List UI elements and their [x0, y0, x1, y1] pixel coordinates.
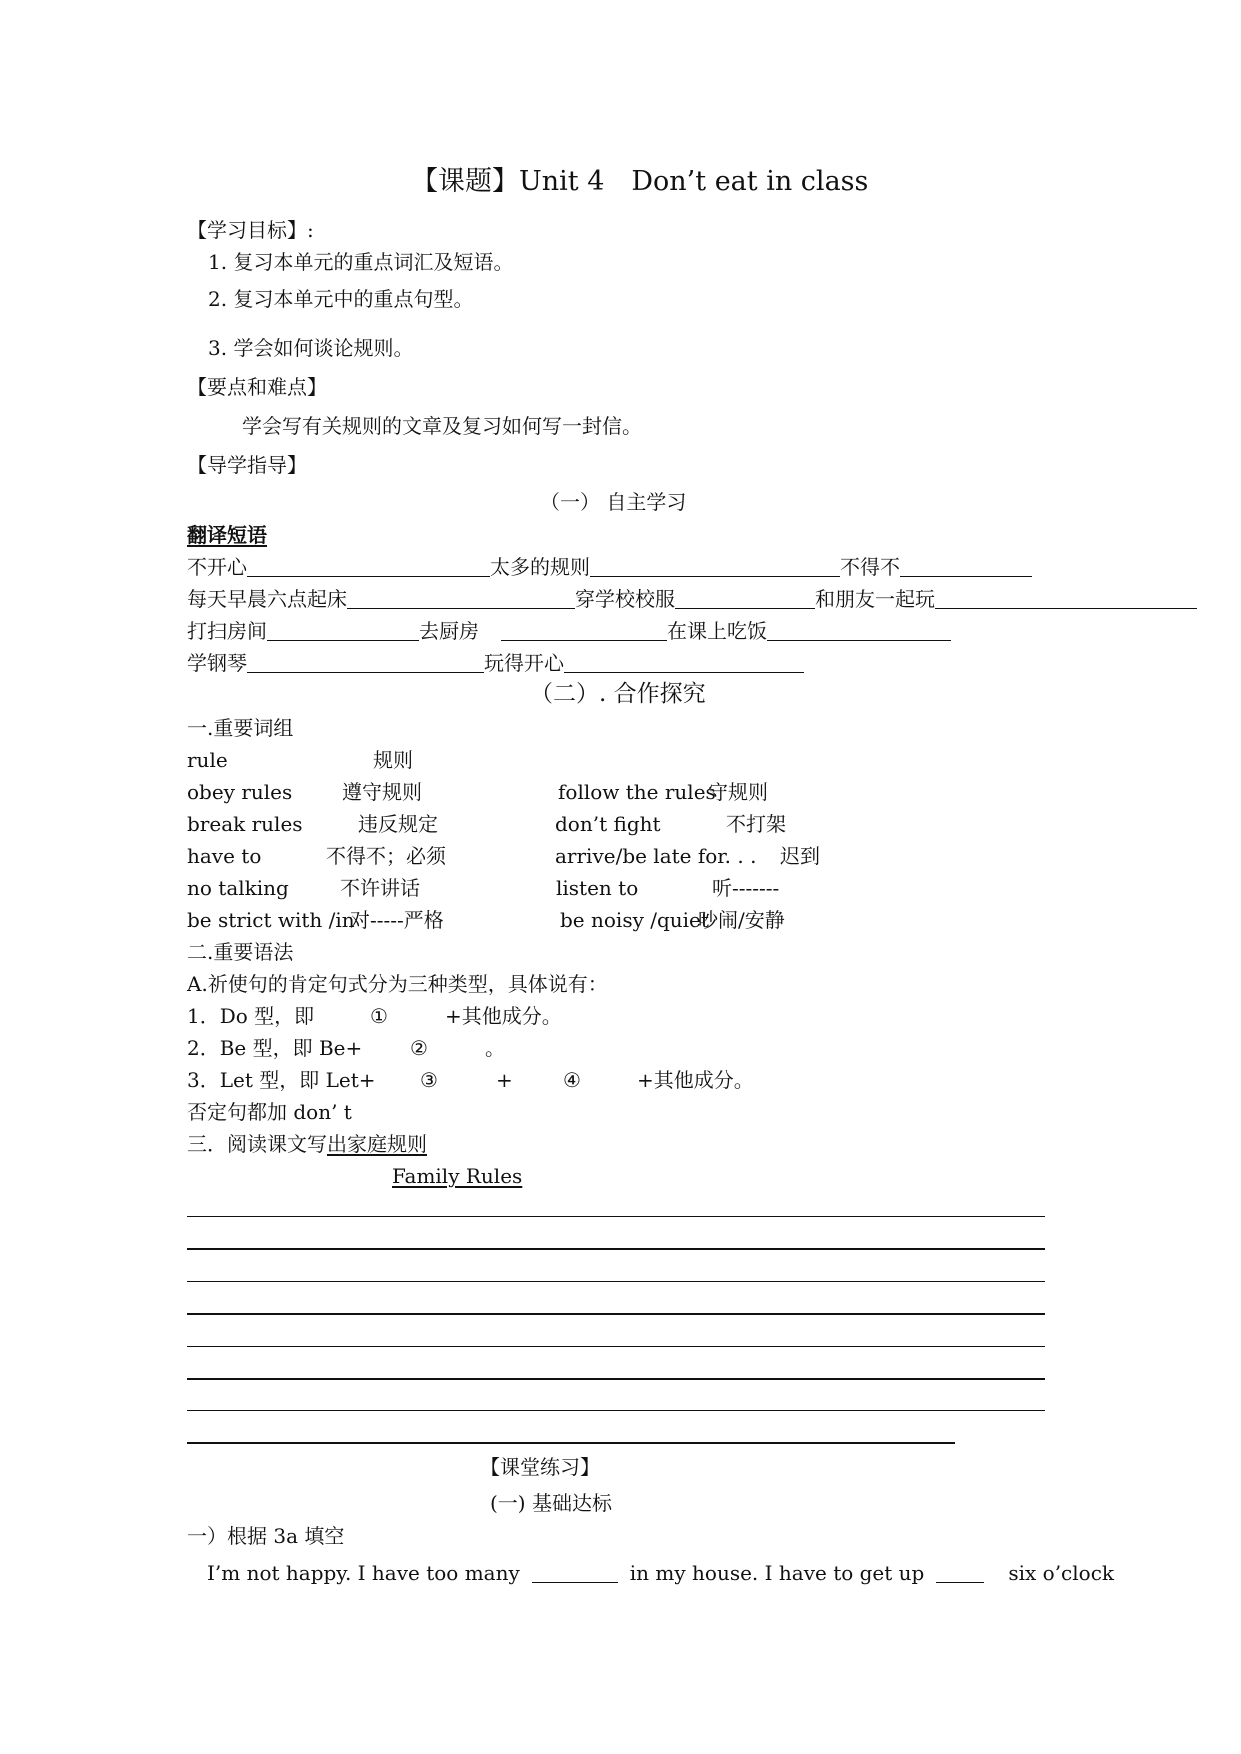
grammar-let-plus: + [496, 1068, 513, 1092]
phrase-en: don’t fight [555, 812, 661, 836]
grammar-do-end: +其他成分。 [445, 1004, 562, 1028]
grammar-let-label: 3．Let 型，即 Let+ [187, 1068, 376, 1092]
phrase-cn: 规则 [373, 748, 413, 772]
objective-item: 3. 学会如何谈论规则。 [208, 336, 414, 360]
phrase-cn: 对-----严格 [350, 908, 444, 932]
phrase-prompt: 穿学校校服 [575, 587, 675, 611]
phrase-en: listen to [556, 876, 639, 900]
writing-line[interactable] [187, 1313, 1045, 1315]
phrase-prompt: 不开心 [187, 555, 247, 579]
answer-blank[interactable] [347, 588, 575, 609]
phrase-cn: 不打架 [726, 812, 786, 836]
keypoints-heading: 【要点和难点】 [187, 375, 327, 399]
writing-line[interactable] [187, 1346, 1045, 1347]
grammar-be-end: 。 [485, 1036, 505, 1060]
page-title: 【课题】Unit 4 Don’t eat in class [411, 166, 869, 197]
phrase-cn: 不得不；必须 [326, 844, 446, 868]
translate-heading: 翻译短语 [187, 523, 267, 547]
sentence-part: I’m not happy. I have too many [207, 1561, 520, 1585]
writing-line[interactable] [187, 1281, 1045, 1282]
phrase-cn: 吵闹/安静 [698, 908, 785, 932]
answer-blank[interactable] [935, 588, 1197, 609]
objective-item: 2. 复习本单元中的重点句型。 [208, 287, 474, 311]
practice-subheading: (一) 基础达标 [490, 1491, 612, 1515]
phrase-en: break rules [187, 812, 303, 836]
grammar-be-label: 2．Be 型，即 Be+ [187, 1036, 363, 1060]
writing-heading-link: 出家庭规则 [327, 1132, 427, 1156]
writing-line[interactable] [187, 1410, 1045, 1411]
answer-blank[interactable] [936, 1562, 984, 1583]
objective-item: 1. 复习本单元的重点词汇及短语。 [208, 250, 514, 274]
answer-blank[interactable] [247, 652, 484, 673]
part2-heading: （二）. 合作探究 [530, 681, 706, 707]
circle-three-marker: ③ [420, 1068, 438, 1092]
answer-blank[interactable] [247, 556, 490, 577]
phrase-en: no talking [187, 876, 289, 900]
writing-subtitle: Family Rules [392, 1164, 523, 1188]
guide-heading: 【导学指导】 [187, 453, 307, 477]
answer-blank[interactable] [900, 556, 1032, 577]
translate-row [187, 652, 804, 673]
sentence-part: six o’clock [1008, 1561, 1115, 1585]
writing-heading-prefix: 三．阅读课文写 [187, 1132, 327, 1156]
phrase-en: obey rules [187, 780, 293, 804]
phrase-prompt: 每天早晨六点起床 [187, 587, 347, 611]
objectives-heading: 【学习目标】: [187, 218, 314, 242]
answer-blank[interactable] [590, 556, 840, 577]
sentence-part: in my house. I have to get up [629, 1561, 925, 1585]
practice-sentence [207, 1562, 1114, 1583]
translate-row [187, 620, 951, 641]
phrase-prompt: 和朋友一起玩 [815, 587, 935, 611]
translate-row [187, 556, 1032, 577]
writing-heading [187, 1134, 427, 1154]
writing-line[interactable] [187, 1378, 1045, 1380]
phrase-cn: 违反规定 [358, 812, 438, 836]
phrase-en: follow the rules [558, 780, 716, 804]
answer-blank[interactable] [767, 620, 951, 641]
writing-line[interactable] [187, 1248, 1045, 1250]
phrase-en: rule [187, 748, 228, 772]
phrase-cn: 不许讲话 [340, 876, 420, 900]
circle-four-marker: ④ [563, 1068, 581, 1092]
grammar-heading: 二.重要语法 [187, 940, 294, 964]
answer-blank[interactable] [675, 588, 815, 609]
answer-blank[interactable] [267, 620, 419, 641]
phrase-cn: 迟到 [780, 844, 820, 868]
answer-blank[interactable] [532, 1562, 618, 1583]
grammar-negative: 否定句都加 don’ t [187, 1100, 352, 1124]
circle-one-marker: ① [370, 1004, 388, 1028]
writing-line[interactable] [187, 1442, 955, 1444]
grammar-let-end: +其他成分。 [637, 1068, 754, 1092]
part1-heading: （一） 自主学习 [540, 490, 687, 514]
phrase-en: be strict with /in [187, 908, 355, 932]
phrase-prompt: 太多的规则 [490, 555, 590, 579]
grammar-do-label: 1．Do 型，即 [187, 1004, 315, 1028]
phrase-en: have to [187, 844, 262, 868]
phrase-prompt: 学钢琴 [187, 651, 247, 675]
phrase-prompt: 在课上吃饭 [667, 619, 767, 643]
answer-blank[interactable] [501, 620, 667, 641]
answer-blank[interactable] [564, 652, 804, 673]
phrase-prompt: 玩得开心 [484, 651, 564, 675]
circle-two-marker: ② [410, 1036, 428, 1060]
phrase-cn: 听------- [712, 876, 780, 900]
phrase-prompt: 不得不 [840, 555, 900, 579]
practice-task: 一）根据 3a 填空 [187, 1524, 345, 1548]
phrase-en: be noisy /quiet [560, 908, 709, 932]
phrase-cn: 守规则 [708, 780, 768, 804]
phrases-heading: 一.重要词组 [187, 716, 294, 740]
keypoints-text: 学会写有关规则的文章及复习如何写一封信。 [242, 414, 642, 438]
writing-line[interactable] [187, 1216, 1045, 1217]
phrase-en: arrive/be late for. . . [555, 844, 757, 868]
phrase-prompt: 打扫房间 [187, 619, 267, 643]
translate-row [187, 588, 1197, 609]
phrase-prompt: 去厨房 [419, 619, 479, 643]
practice-heading: 【课堂练习】 [480, 1455, 600, 1479]
grammar-intro: A.祈使句的肯定句式分为三种类型，具体说有： [187, 972, 608, 996]
phrase-cn: 遵守规则 [342, 780, 422, 804]
